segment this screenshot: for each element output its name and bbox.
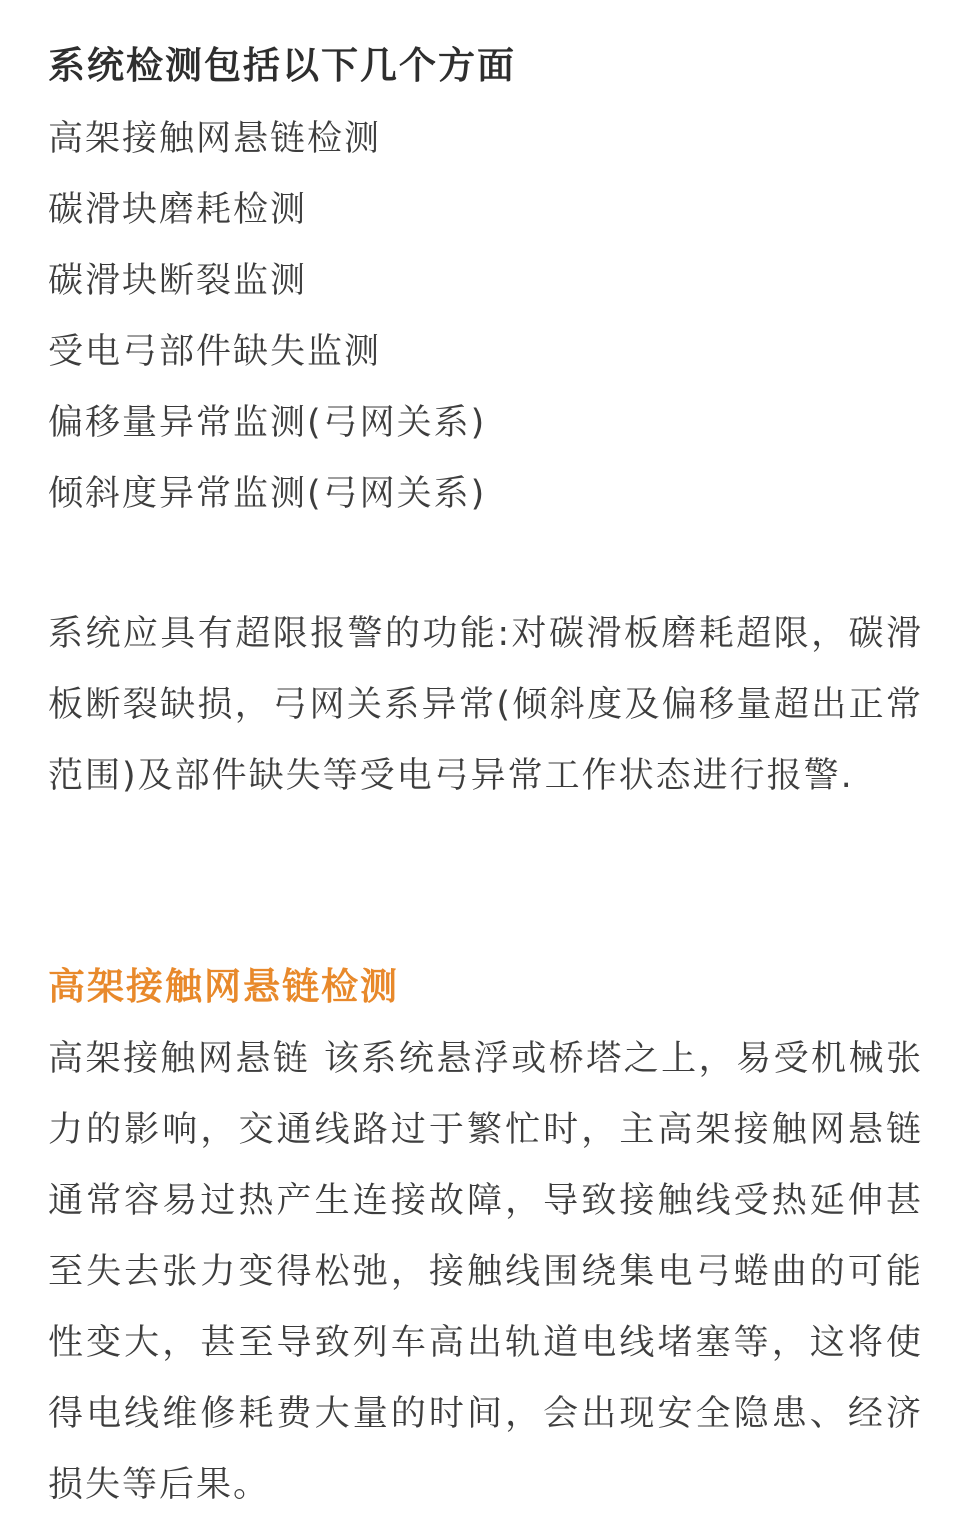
- list-item: 受电弓部件缺失监测: [48, 332, 382, 372]
- list-item: 倾斜度异常监测(弓网关系): [48, 474, 487, 514]
- list-item: 高架接触网悬链检测: [48, 119, 382, 159]
- section-title-catenary-detection: 高架接触网悬链检测: [48, 965, 399, 1008]
- catenary-description-paragraph: 高架接触网悬链 该系统悬浮或桥塔之上，易受机械张力的影响，交通线路过于繁忙时，主高架接触网悬链通常容易过热产生连接故障，导致接触线受热延伸甚至失去张力变得松弛，接触线围绕集电弓蜷曲的可能性变大，甚至导致列车高出轨道电线堵塞等，这将使得电线维修耗费大量的时间，会出现安全隐患、经济损失等后果。: [48, 1039, 923, 1505]
- alarm-function-paragraph: 系统应具有超限报警的功能:对碳滑板磨耗超限，碳滑板断裂缺损，弓网关系异常(倾斜度及偏移量超出正常范围)及部件缺失等受电弓异常工作状态进行报警.: [48, 614, 923, 796]
- list-item: 偏移量异常监测(弓网关系): [48, 403, 487, 443]
- list-item: 碳滑块断裂监测: [48, 261, 308, 301]
- list-item: 碳滑块磨耗检测: [48, 190, 308, 230]
- section-title-detection-aspects: 系统检测包括以下几个方面: [48, 44, 516, 87]
